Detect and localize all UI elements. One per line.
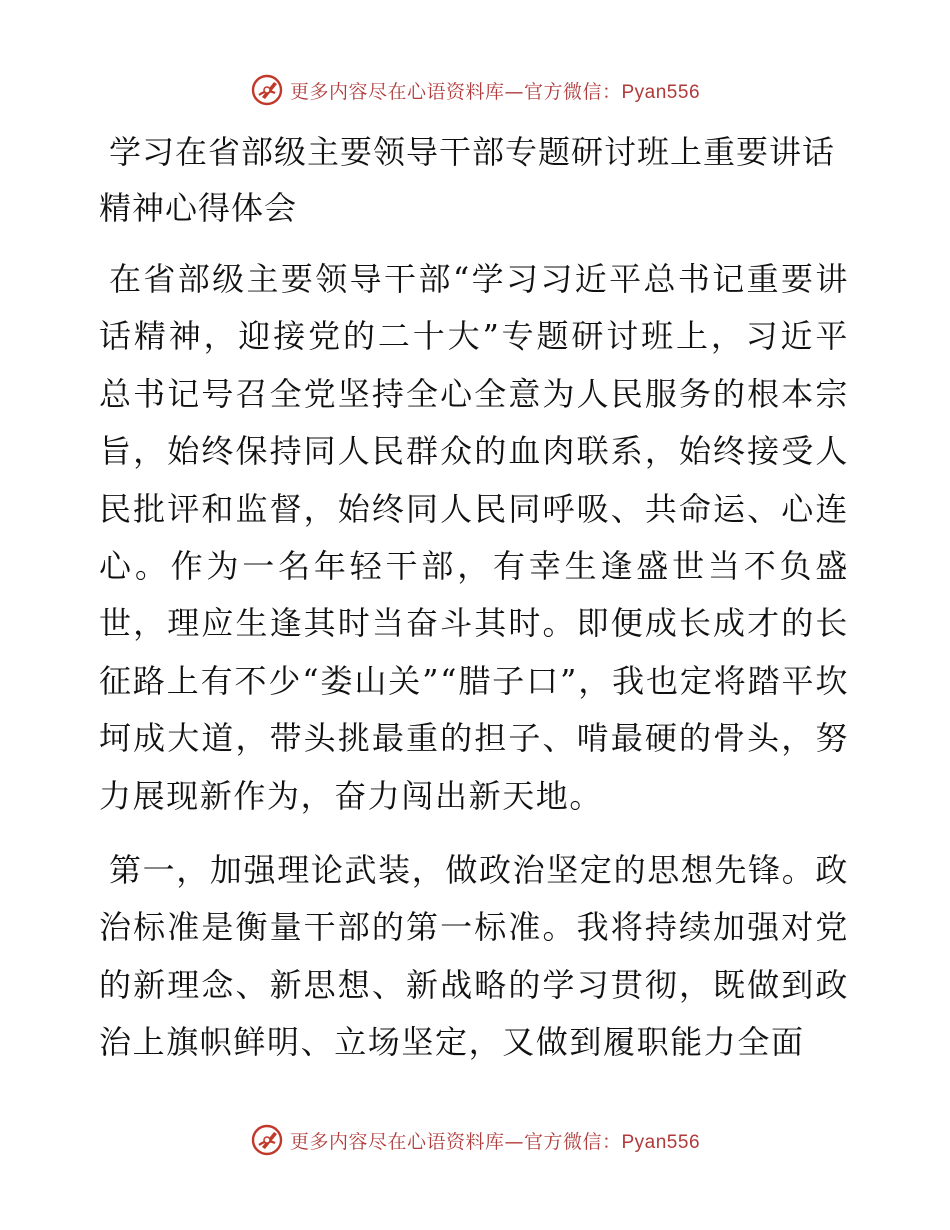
banner-text: 更多内容尽在心语资料库—官方微信：Pyan556 bbox=[289, 1130, 701, 1153]
banner-text: 更多内容尽在心语资料库—官方微信：Pyan556 bbox=[289, 80, 701, 103]
wechat-id: Pyan556 bbox=[621, 1131, 701, 1153]
wechat-id: Pyan556 bbox=[621, 81, 701, 103]
footer-banner bbox=[0, 1122, 950, 1158]
pen-book-logo-icon bbox=[250, 1123, 284, 1157]
paragraph-2: 第一，加强理论武装，做政治坚定的思想先锋。政治标准是衡量干部的第一标准。我将持续加强对党的新理念、新思想、新战略的学习贯彻，既做到政治上旗帜鲜明、立场坚定，又做到履职能力全面 bbox=[99, 851, 849, 1062]
header-banner bbox=[0, 72, 950, 108]
document-body bbox=[99, 124, 849, 1072]
paragraph-1: 在省部级主要领导干部“学习习近平总书记重要讲话精神，迎接党的二十大”专题研讨班上，习近平总书记号召全党坚持全心全意为人民服务的根本宗旨，始终保持同人民群众的血肉联系，始终接受人民批评和监督，始终同人民同呼吸、共命运、心连心。作为一名年轻干部，有幸生逢盛世当不负盛世，理应生逢其时当奋斗其时。即便成长成才的长征路上有不少“娄山关”“腊子口”，我也定将踏平坎坷成大道，带头挑最重的担子、啃最硬的骨头，努力展现新作为，奋力闯出新天地。 bbox=[99, 260, 849, 815]
document-title: 学习在省部级主要领导干部专题研讨班上重要讲话精神心得体会 bbox=[99, 133, 836, 227]
pen-book-logo-icon bbox=[250, 73, 284, 107]
